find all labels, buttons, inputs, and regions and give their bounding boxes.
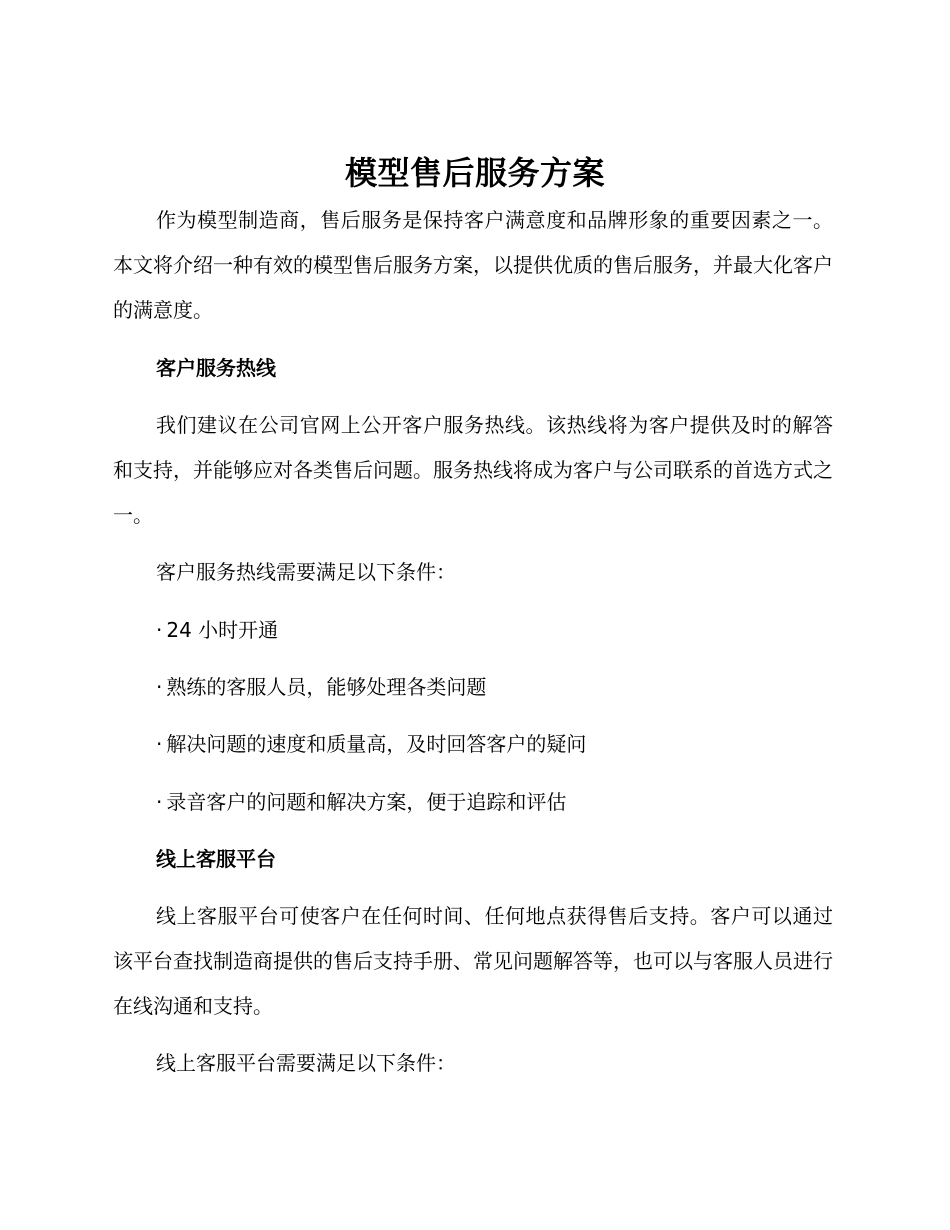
list-item bbox=[156, 780, 566, 825]
list-item-text: 熟练的客服人员，能够处理各类问题 bbox=[166, 675, 487, 699]
bullet-dot: · bbox=[156, 732, 163, 756]
hotline-conditions-intro: 客户服务热线需要满足以下条件： bbox=[156, 560, 456, 584]
document-title: 模型售后服务方案 bbox=[344, 154, 605, 192]
list-item bbox=[156, 665, 486, 710]
hotline-paragraph: 我们建议在公司官网上公开客户服务热线。该热线将为客户提供及时的解答和支持，并能够应对各类售后问题。服务热线将成为客户与公司联系的首选方式之一。 bbox=[113, 413, 833, 527]
list-item-text: 24 小时开通 bbox=[166, 618, 279, 642]
list-item-text: 解决问题的速度和质量高，及时回答客户的疑问 bbox=[166, 732, 587, 756]
bullet-dot: · bbox=[156, 675, 163, 699]
bullet-dot: · bbox=[156, 618, 163, 642]
section-heading-online-platform: 线上客服平台 bbox=[156, 847, 276, 871]
intro-paragraph: 作为模型制造商，售后服务是保持客户满意度和品牌形象的重要因素之一。本文将介绍一种有效的模型售后服务方案，以提供优质的售后服务，并最大化客户的满意度。 bbox=[113, 208, 833, 322]
online-platform-paragraph: 线上客服平台可使客户在任何时间、任何地点获得售后支持。客户可以通过该平台查找制造商提供的售后支持手册、常见问题解答等，也可以与客服人员进行在线沟通和支持。 bbox=[113, 904, 833, 1018]
list-item-text: 录音客户的问题和解决方案，便于追踪和评估 bbox=[166, 790, 567, 814]
list-item bbox=[156, 722, 586, 767]
list-item bbox=[156, 608, 278, 653]
online-platform-conditions-intro: 线上客服平台需要满足以下条件： bbox=[156, 1051, 456, 1075]
section-heading-hotline: 客户服务热线 bbox=[156, 356, 276, 380]
bullet-dot: · bbox=[156, 790, 163, 814]
